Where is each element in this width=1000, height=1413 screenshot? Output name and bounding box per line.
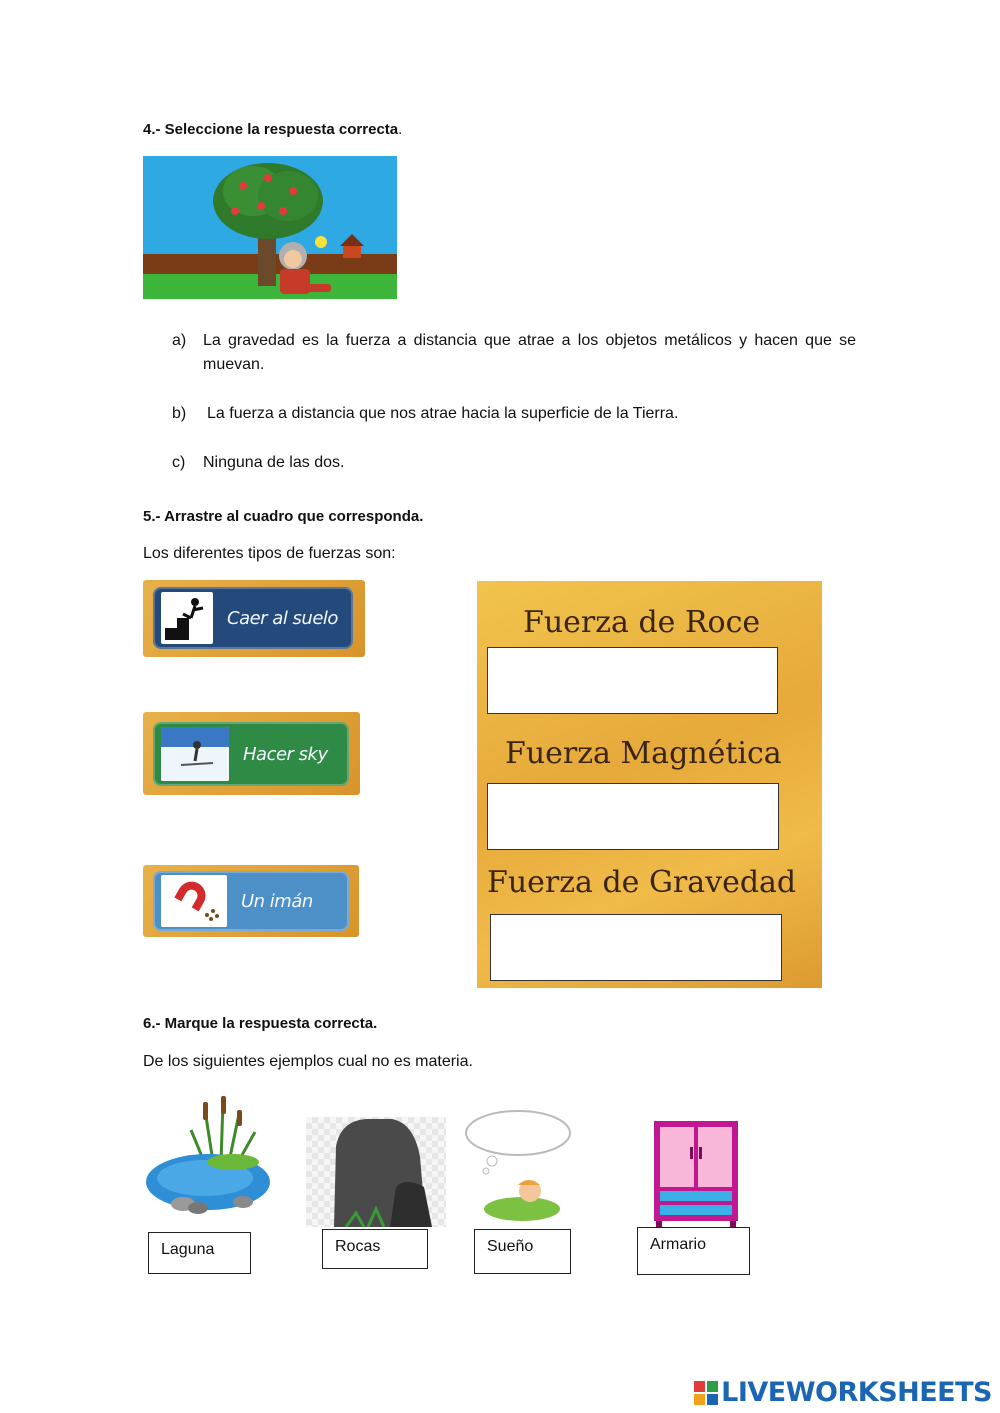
pond-image (143, 1092, 278, 1220)
choice-rocas[interactable]: Rocas (322, 1229, 428, 1269)
target-title-roce: Fuerza de Roce (523, 605, 761, 640)
rock-image (306, 1117, 446, 1227)
drag-card-hacer-sky[interactable] (143, 712, 360, 795)
q4-option-letter: a) (172, 332, 187, 349)
choice-armario[interactable]: Armario (637, 1227, 750, 1275)
drag-card-un-iman[interactable] (143, 865, 359, 937)
q6-heading: 6.- Marque la respuesta correcta. (143, 1015, 378, 1032)
choice-laguna[interactable]: Laguna (148, 1232, 251, 1274)
q4-option-text: La gravedad es la fuerza a distancia que atrae a los objetos metálicos y hacen que se muevan. (203, 332, 856, 373)
force-drop-panel (477, 581, 822, 988)
q4-option-text: La fuerza a distancia que nos atrae hacia la superficie de la Tierra. (207, 405, 679, 422)
drop-box-gravedad[interactable] (490, 914, 782, 981)
dream-image (462, 1105, 574, 1225)
choice-sueno[interactable]: Sueño (474, 1229, 571, 1274)
liveworksheets-badge-icon (694, 1381, 718, 1405)
q5-intro: Los diferentes tipos de fuerzas son: (143, 545, 396, 562)
q4-option-letter: b) (172, 405, 187, 422)
q4-heading-text: 4.- Seleccione la respuesta correcta (143, 121, 399, 138)
drag-card-label: Un imán (241, 890, 313, 912)
drag-card-label: Hacer sky (243, 743, 328, 765)
liveworksheets-wordmark: LIVEWORKSHEETS (721, 1377, 992, 1408)
drag-card-body (153, 587, 353, 649)
wardrobe-image (610, 1117, 782, 1227)
magnet-icon (161, 875, 227, 927)
drag-card-body (153, 722, 349, 786)
q4-heading-period: . (398, 121, 403, 138)
falling-stairs-icon (161, 592, 213, 644)
q4-heading (143, 121, 402, 138)
q6-intro: De los siguientes ejemplos cual no es materia. (143, 1053, 473, 1070)
drag-card-body (153, 871, 349, 931)
drop-box-roce[interactable] (487, 647, 778, 714)
skier-icon (161, 727, 229, 781)
q4-option-text: Ninguna de las dos. (203, 454, 345, 471)
liveworksheets-logo (694, 1377, 992, 1408)
drag-card-caer-al-suelo[interactable] (143, 580, 365, 657)
q5-heading: 5.- Arrastre al cuadro que corresponda. (143, 508, 424, 525)
drop-box-magnetica[interactable] (487, 783, 779, 850)
newton-tree-illustration (143, 156, 397, 299)
target-title-magnetica: Fuerza Magnética (505, 736, 782, 771)
q4-option-letter: c) (172, 454, 186, 471)
target-title-gravedad: Fuerza de Gravedad (487, 865, 797, 900)
drag-card-label: Caer al suelo (227, 607, 338, 629)
